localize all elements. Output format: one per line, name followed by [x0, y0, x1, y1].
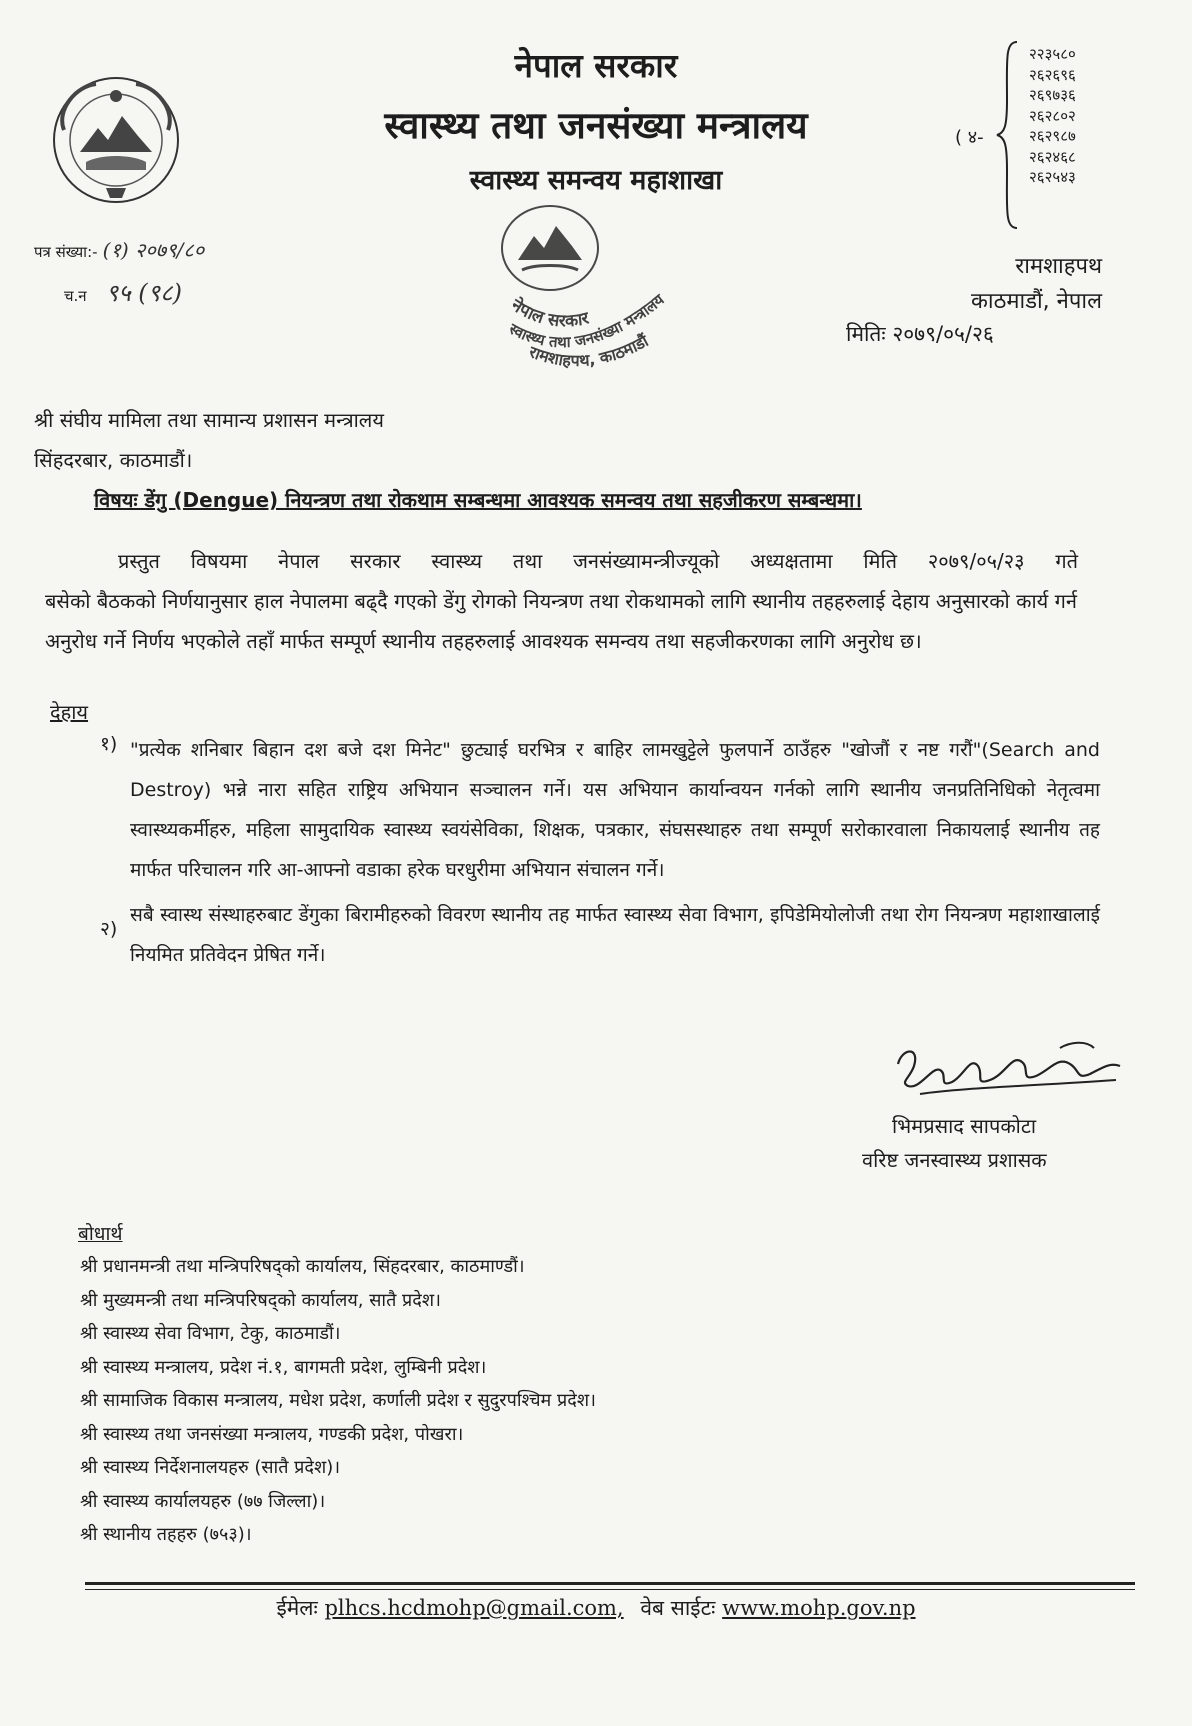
cc-list [80, 1250, 596, 1552]
email-label: ईमेलः [276, 1596, 318, 1620]
body-paragraph: बसेको बैठकको निर्णयानुसार हाल नेपालमा बढ्दै गएको डेंगु रोगको नियन्त्रण तथा रोकथामको लागि स्थानीय तहहरुलाई देहाय अनुसारको कार्य गर्न अनुरोध गर्ने निर्णय भएकोले तहाँ मार्फत सम्पूर्ण स्थानीय तहहरुलाई आवश्यक समन्वय तथा सहजीकरणका लागि अनुरोध छ। [45, 589, 1077, 653]
item-number: २) [100, 918, 118, 940]
signatory-name: भिमप्रसाद सापकोटा [892, 1114, 1037, 1138]
patra-sankhya [34, 236, 204, 263]
phone-number: २६९७३६ [1029, 86, 1076, 104]
email-link[interactable]: plhcs.hcdmohp@gmail.com, [324, 1596, 624, 1620]
web-label: वेब साईटः [640, 1596, 716, 1620]
item-text: "प्रत्येक शनिबार बिहान दश बजे दश मिनेट" छुट्याई घरभित्र र बाहिर लामखुट्टेले फुलपार्ने ठाउँहरु "खोजौं र नष्ट गरौं"(Search and Destroy) भन्ने नारा सहित राष्ट्रिय अभियान सञ्चालन गर्ने। यस अभियान कार्यान्वयन गर्नको लागि स्थानीय जनप्रतिनिधिको नेतृत्वमा स्वास्थ्यकर्मीहरु, महिला सामुदायिक स्वास्थ्य स्वयंसेविका, शिक्षक, पत्रकार, संघसस्थाहरु तथा सम्पूर्ण सरोकारवाला निकायलाई स्थानीय तह मार्फत परिचालन गरि आ-आफ्नो वडाका हरेक घरधुरीमा अभियान संचालन गर्ने। [130, 739, 1100, 881]
cc-label: बोधार्थ [78, 1223, 123, 1245]
brace-icon [995, 40, 1019, 230]
ministry-seal-stamp [470, 186, 708, 376]
footer-divider-thin [85, 1589, 1135, 1590]
cc-item: श्री स्वास्थ्य तथा जनसंख्या मन्त्रालय, गण्डकी प्रदेश, पोखरा। [80, 1423, 464, 1445]
recipient-line1: श्री संघीय मामिला तथा सामान्य प्रशासन मन्त्रालय [34, 408, 384, 432]
cc-item: श्री स्वास्थ्य निर्देशनालयहरु (सातै प्रदेश)। [80, 1457, 341, 1478]
office-address-line1: रामशाहपथ [1015, 254, 1102, 279]
patra-value: (१) २०७९/८० [102, 238, 205, 262]
phone-number: २६२८०२ [1029, 106, 1076, 125]
office-address-line2: काठमाडौं, नेपाल [970, 289, 1102, 314]
footer-divider [85, 1582, 1135, 1585]
cc-item: श्री सामाजिक विकास मन्त्रालय, मधेश प्रदेश, कर्णाली प्रदेश र सुदुरपश्चिम प्रदेश। [80, 1390, 596, 1411]
item-text: सबै स्वास्थ संस्थाहरुबाट डेंगुका बिरामीहरुको विवरण स्थानीय तह मार्फत स्वास्थ्य सेवा विभाग, इपिडेमियोलोजी तथा रोग नियन्त्रण महाशाखालाई नियमित प्रतिवेदन प्रेषित गर्ने। [130, 904, 1100, 966]
seal-line2: स्वास्थ्य तथा जनसंख्या मन्त्रालय [506, 290, 668, 352]
letter-date: मितिः २०७९/०५/२६ [846, 322, 994, 346]
chalani-label: च.न [64, 287, 87, 305]
item-number: १) [100, 733, 118, 755]
phone-list [1029, 44, 1076, 188]
letter-subject: विषयः डेंगु (Dengue) नियन्त्रण तथा रोकथाम सम्बन्धमा आवश्यक समन्वय तथा सहजीकरण सम्बन्धमा। [94, 488, 862, 512]
phone-number: २६२५४३ [1029, 168, 1076, 186]
cc-item: श्री प्रधानमन्त्री तथा मन्त्रिपरिषद्को कार्यालय, सिंहदरबार, काठमाण्डौं। [80, 1256, 525, 1277]
phone-prefix: ( ४- [955, 127, 984, 148]
phone-number: २६२६९६ [1029, 65, 1076, 84]
phone-numbers [955, 40, 1135, 230]
recipient-line2: सिंहदरबार, काठमाडौं। [34, 448, 193, 472]
ministry-title: स्वास्थ्य तथा जनसंख्या मन्त्रालय [384, 104, 808, 147]
website-link[interactable]: www.mohp.gov.np [722, 1596, 916, 1620]
body-paragraph-line1: प्रस्तुत विषयमा नेपाल सरकार स्वास्थ्य तथा जनसंख्यामन्त्रीज्यूको अध्यक्षतामा मिति २०७९/०५/२३ गते [118, 549, 1078, 573]
handwritten-signature [880, 1036, 1130, 1106]
cc-item: श्री स्वास्थ्य सेवा विभाग, टेकु, काठमाडौं। [80, 1323, 341, 1344]
cc-item: श्री स्वास्थ्य कार्यालयहरु (७७ जिल्ला)। [80, 1490, 326, 1512]
signatory-title: वरिष्ट जनस्वास्थ्य प्रशासक [862, 1148, 1047, 1172]
phone-number: २६२९८७ [1029, 127, 1076, 145]
seal-line1: नेपाल सरकार [507, 295, 591, 332]
dehay-label: देहाय [50, 700, 89, 724]
government-title: नेपाल सरकार [514, 46, 678, 85]
cc-item: श्री स्थानीय तहहरु (७५३)। [80, 1524, 252, 1545]
chalani-value: ९५ (९८) [105, 279, 182, 307]
chalani-number [64, 276, 182, 309]
phone-number: २२३५८० [1029, 45, 1076, 63]
phone-number: २६२४६८ [1029, 147, 1076, 166]
cc-item: श्री स्वास्थ्य मन्त्रालय, प्रदेश नं.१, बागमती प्रदेश, लुम्बिनी प्रदेश। [80, 1356, 487, 1378]
division-title: स्वास्थ्य समन्वय महाशाखा [469, 165, 723, 196]
patra-label: पत्र संख्या:- [34, 243, 98, 261]
cc-item: श्री मुख्यमन्त्री तथा मन्त्रिपरिषद्को कार्यालय, सातै प्रदेश। [80, 1289, 441, 1311]
seal-line3: रामशाहपथ, काठमाडौं [526, 331, 652, 371]
footer-contact [0, 1594, 1192, 1622]
